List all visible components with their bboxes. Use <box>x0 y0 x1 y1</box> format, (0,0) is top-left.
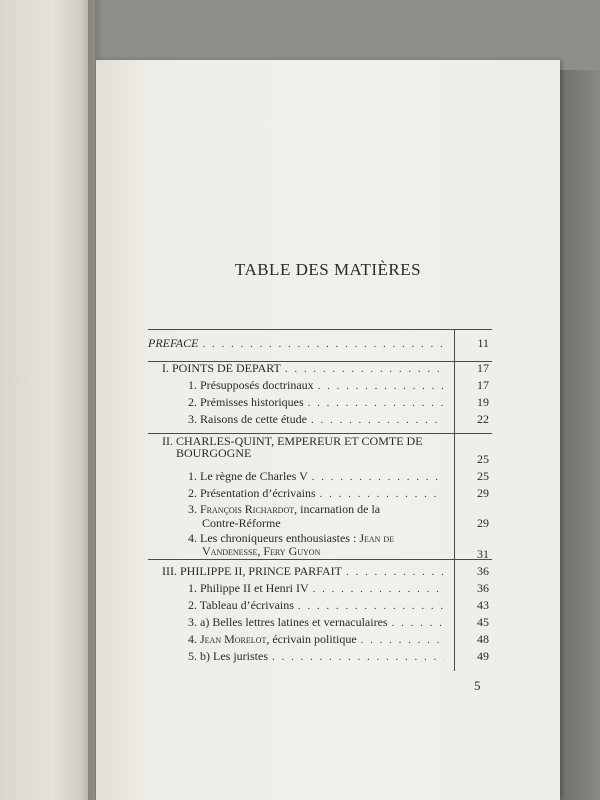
author-name: François Richardot <box>200 502 295 516</box>
author-names: Vandenesse, Fery Guyon <box>202 544 321 558</box>
leader-dots <box>318 379 444 393</box>
entry-label: 2. Présentation d’écrivains <box>188 486 316 500</box>
entry-label: Contre-Réforme <box>202 516 281 530</box>
toc-entry <box>188 581 448 596</box>
leader-dots <box>308 396 444 410</box>
section-label-line1: II. CHARLES-QUINT, EMPEREUR ET COMTE DE <box>162 434 423 448</box>
toc-entry <box>188 615 448 630</box>
page-number: 45 <box>477 615 489 629</box>
toc-entry <box>188 598 448 613</box>
column-rule <box>454 559 455 671</box>
entry-label: PREFACE <box>148 336 199 350</box>
toc-entry-continuation <box>202 516 448 530</box>
toc-section-1 <box>162 361 448 376</box>
toc-entry-preface <box>148 336 448 351</box>
leader-dots <box>320 487 444 501</box>
column-rule <box>454 329 455 361</box>
leader-dots <box>285 362 444 376</box>
leader-dots <box>361 633 444 647</box>
leader-dots <box>202 337 444 351</box>
author-name: Jean Morelot <box>200 632 267 646</box>
page-number: 22 <box>477 412 489 426</box>
toc-entry <box>188 486 448 501</box>
entry-label: 3. a) Belles lettres latines et vernaculaires <box>188 615 388 629</box>
facing-page <box>0 0 95 800</box>
page-number: 17 <box>477 361 489 375</box>
toc-entry-continuation <box>202 544 448 558</box>
page-number: 25 <box>477 469 489 483</box>
toc-entry <box>188 395 448 410</box>
entry-label: 3. Raisons de cette étude <box>188 412 307 426</box>
leader-dots <box>298 599 444 613</box>
page-number: 11 <box>477 336 489 350</box>
page-number: 29 <box>477 516 489 530</box>
entry-label: 2. Tableau d’écrivains <box>188 598 294 612</box>
entry-label: 1. Philippe II et Henri IV <box>188 581 309 595</box>
section-rule <box>148 559 492 560</box>
toc-page <box>96 60 560 800</box>
page-number: 31 <box>477 547 489 561</box>
entry-label: 2. Prémisses historiques <box>188 395 304 409</box>
author-name: Jean de <box>359 531 395 545</box>
entry-label: 1. Le règne de Charles V <box>188 469 308 483</box>
column-rule <box>454 433 455 559</box>
leader-dots <box>272 650 444 664</box>
entry-label: I. POINTS DE DEPART <box>162 361 281 375</box>
page-number: 48 <box>477 632 489 646</box>
background-edge <box>558 70 600 800</box>
entry-label: 5. b) Les juristes <box>188 649 268 663</box>
toc-entry <box>188 412 448 427</box>
page-number: 36 <box>477 564 489 578</box>
leader-dots <box>313 582 444 596</box>
folio: 5 <box>474 678 481 693</box>
page-title: TABLE DES MATIÈRES <box>234 260 422 279</box>
toc-section-3 <box>162 564 448 579</box>
toc-entry <box>188 378 448 393</box>
page-number: 19 <box>477 395 489 409</box>
leader-dots <box>311 413 444 427</box>
page-number: 49 <box>477 649 489 663</box>
column-rule <box>454 361 455 433</box>
section-label-line2: BOURGOGNE <box>176 446 252 460</box>
page-number: 17 <box>477 378 489 392</box>
toc-entry-richardot: 3. François Richardot, incarnation de la <box>188 502 381 516</box>
page-number: 25 <box>477 452 489 466</box>
leader-dots <box>312 470 444 484</box>
toc-entry <box>188 469 448 484</box>
toc-entry <box>188 649 448 664</box>
page-number: 36 <box>477 581 489 595</box>
top-rule <box>148 329 492 330</box>
leader-dots <box>346 565 444 579</box>
entry-label: III. PHILIPPE II, PRINCE PARFAIT <box>162 564 343 578</box>
page-number: 29 <box>477 486 489 500</box>
entry-label: 1. Présupposés doctrinaux <box>188 378 314 392</box>
page-number: 43 <box>477 598 489 612</box>
toc-entry-chroniqueurs: 4. Les chroniqueurs enthousiastes : Jean de <box>188 531 395 545</box>
toc-entry-morelot: 4. Jean Morelot, écrivain politique . . . <box>188 632 448 647</box>
leader-dots <box>392 616 444 630</box>
